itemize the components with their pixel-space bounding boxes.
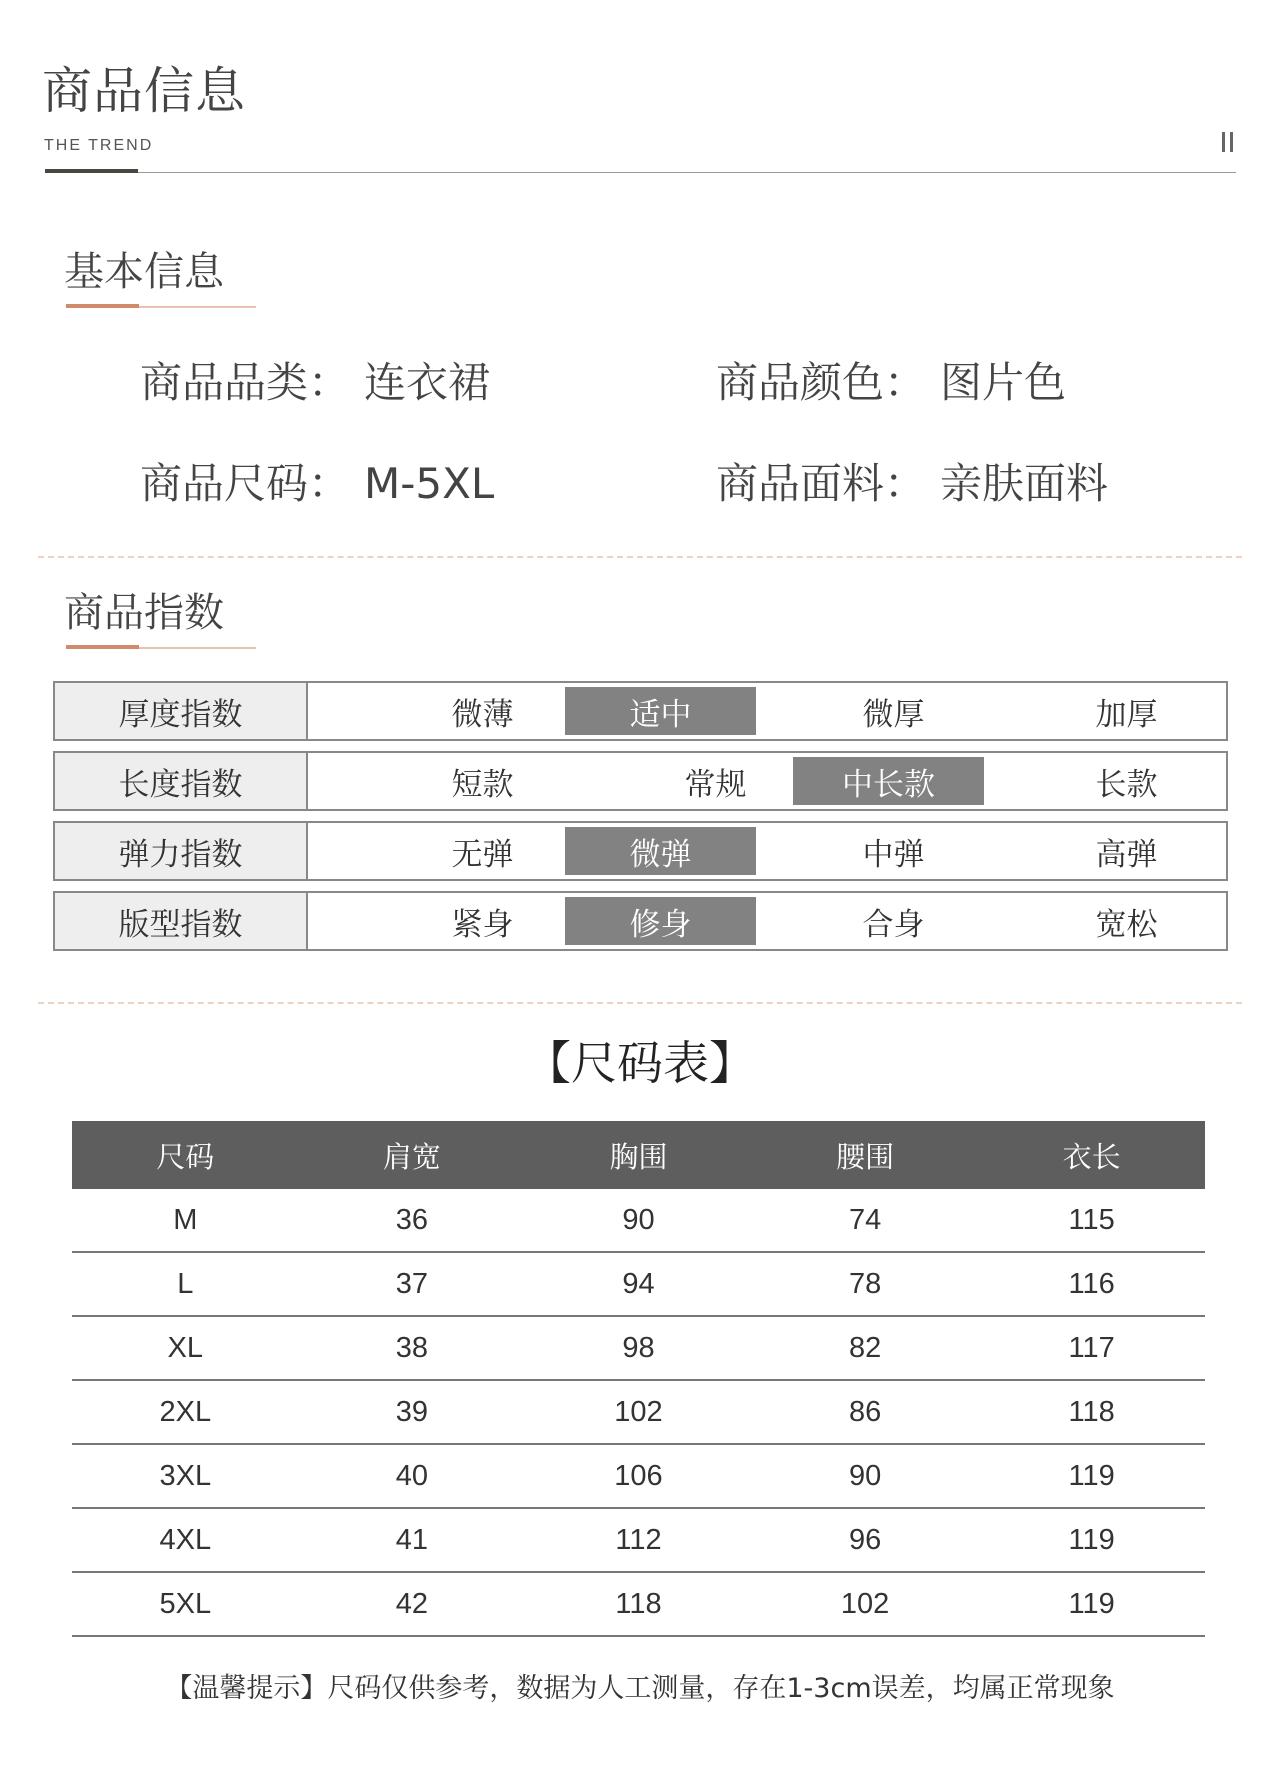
pause-icon [1222, 132, 1233, 152]
index-row-fit [53, 891, 1228, 951]
table-cell: 2XL [159, 1395, 212, 1428]
table-cell: 82 [848, 1331, 882, 1364]
table-cell: 94 [622, 1267, 655, 1300]
table-cell: 98 [622, 1331, 655, 1364]
size-table [72, 1121, 1205, 1637]
index-option: 短款 [451, 766, 514, 803]
table-cell: 118 [615, 1587, 662, 1620]
info-item-color [716, 358, 1067, 407]
info-item-size [140, 459, 495, 508]
table-row [72, 1253, 1205, 1317]
size-chart-title: 【尺码表】 [525, 1036, 755, 1090]
table-cell: 3XL [159, 1459, 212, 1492]
info-item-category [140, 358, 491, 407]
column-header: 衣长 [1062, 1139, 1121, 1174]
size-table-header [72, 1121, 1205, 1189]
info-value: M-5XL [364, 459, 495, 508]
column-header: 肩宽 [382, 1139, 441, 1174]
section-underline-accent [66, 645, 139, 649]
header-divider [45, 172, 1236, 173]
index-label: 长度指数 [55, 753, 308, 809]
info-value: 连衣裙 [364, 358, 491, 407]
index-row-length [53, 751, 1228, 811]
table-cell: 102 [614, 1395, 663, 1428]
table-cell: 118 [1068, 1395, 1115, 1428]
table-row [72, 1381, 1205, 1445]
index-option: 修身 [565, 897, 756, 945]
info-value: 图片色 [940, 358, 1067, 407]
index-option: 紧身 [451, 906, 514, 943]
index-option: 长款 [1095, 766, 1158, 803]
table-cell: L [177, 1267, 194, 1300]
index-option: 中长款 [793, 757, 984, 805]
section-heading-basic-info: 基本信息 [64, 249, 224, 295]
table-cell: 4XL [159, 1523, 212, 1556]
index-option: 微弹 [565, 827, 756, 875]
page-title: 商品信息 [42, 62, 246, 120]
index-option: 宽松 [1095, 906, 1158, 943]
table-cell: 117 [1068, 1331, 1115, 1364]
table-cell: 112 [615, 1523, 662, 1556]
index-option: 加厚 [1095, 696, 1158, 733]
index-option: 微厚 [862, 696, 925, 733]
column-header: 尺码 [156, 1139, 215, 1174]
info-label: 商品尺码： [140, 459, 351, 508]
info-label: 商品面料： [716, 459, 927, 508]
index-option: 适中 [565, 687, 756, 735]
index-label: 厚度指数 [55, 683, 308, 739]
table-cell: 36 [395, 1203, 429, 1236]
index-option: 常规 [684, 766, 747, 803]
index-option: 无弹 [451, 836, 514, 873]
table-cell: XL [167, 1331, 204, 1364]
table-cell: 86 [848, 1395, 882, 1428]
table-cell: 74 [848, 1203, 882, 1236]
index-option: 高弹 [1095, 836, 1158, 873]
info-value: 亲肤面料 [940, 459, 1109, 508]
index-row-elasticity [53, 821, 1228, 881]
column-header: 腰围 [836, 1139, 895, 1174]
table-cell: 90 [622, 1203, 655, 1236]
table-row [72, 1573, 1205, 1637]
table-cell: 38 [395, 1331, 429, 1364]
table-cell: 102 [840, 1587, 890, 1620]
info-label: 商品品类： [140, 358, 351, 407]
size-note: 【温馨提示】尺码仅供参考，数据为人工测量，存在1-3cm误差，均属正常现象 [165, 1673, 1115, 1704]
table-row [72, 1509, 1205, 1573]
column-header: 胸围 [609, 1139, 668, 1174]
index-option: 微薄 [451, 696, 514, 733]
table-cell: 42 [395, 1587, 429, 1620]
table-cell: 106 [614, 1459, 663, 1492]
table-cell: 40 [395, 1459, 429, 1492]
table-cell: 119 [1068, 1587, 1115, 1620]
table-cell: 115 [1068, 1203, 1115, 1236]
section-heading-index: 商品指数 [64, 590, 224, 636]
page-subtitle: THE TREND [44, 137, 154, 154]
header-divider-accent [45, 169, 138, 173]
dashed-divider [38, 1002, 1242, 1004]
table-row [72, 1445, 1205, 1509]
table-cell: 119 [1068, 1459, 1115, 1492]
table-cell: 41 [395, 1523, 429, 1556]
index-option: 中弹 [862, 836, 925, 873]
table-cell: 37 [395, 1267, 429, 1300]
info-item-fabric [716, 459, 1109, 508]
table-cell: 96 [848, 1523, 882, 1556]
info-label: 商品颜色： [716, 358, 927, 407]
index-label: 弹力指数 [55, 823, 308, 879]
table-cell: 78 [848, 1267, 882, 1300]
index-option: 合身 [862, 906, 925, 943]
table-cell: 5XL [159, 1587, 212, 1620]
table-cell: 90 [848, 1459, 882, 1492]
index-row-thickness [53, 681, 1228, 741]
dashed-divider [38, 556, 1242, 558]
table-row [72, 1317, 1205, 1381]
table-cell: M [173, 1203, 198, 1236]
section-underline-accent [66, 304, 139, 308]
table-row [72, 1189, 1205, 1253]
table-cell: 116 [1068, 1267, 1115, 1300]
index-label: 版型指数 [55, 893, 308, 949]
table-cell: 39 [395, 1395, 429, 1428]
table-cell: 119 [1068, 1523, 1115, 1556]
